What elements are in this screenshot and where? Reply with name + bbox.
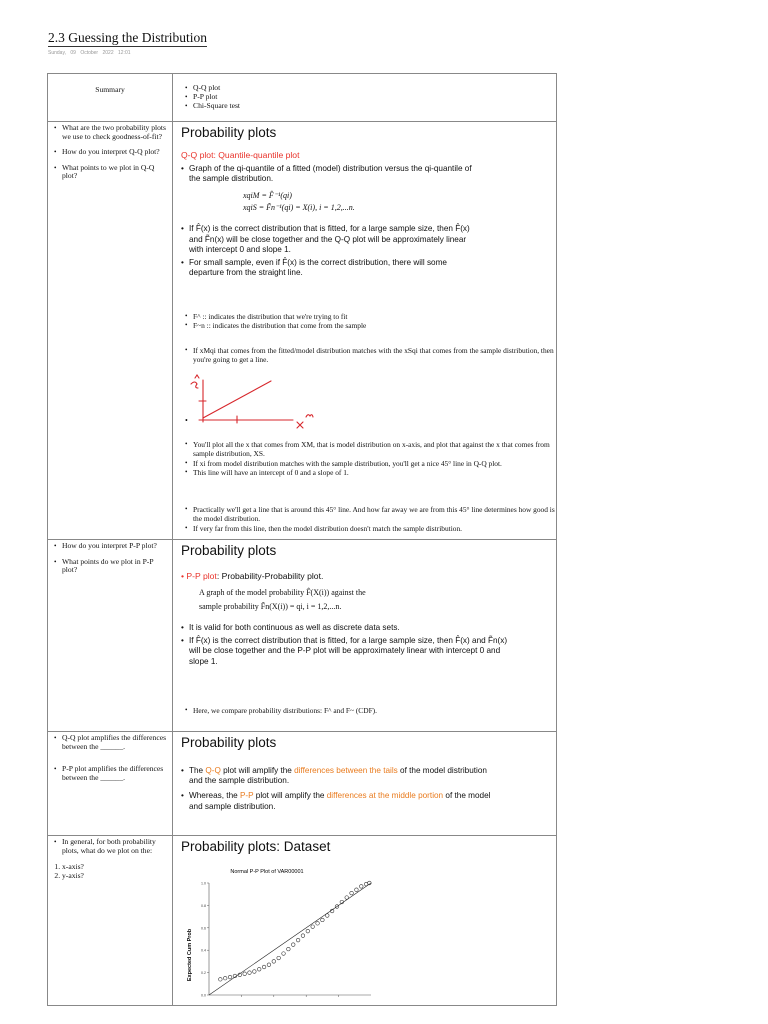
data-point — [296, 938, 300, 942]
bullet-dot: • — [185, 416, 188, 425]
data-point — [311, 925, 315, 929]
y-tick-label: 0.8 — [201, 903, 206, 908]
note-item: • F^ :: indicates the distribution that we're trying to fit — [185, 312, 555, 321]
data-point — [359, 885, 363, 889]
y-tick-label: 1.0 — [201, 881, 206, 886]
list-item: • Q-Q plot — [185, 84, 556, 93]
pp-plot-chart — [181, 863, 391, 1003]
question-item: • What points do we plot in P-P plot? — [56, 558, 170, 575]
y-tick-label: 0.4 — [201, 948, 206, 953]
data-point — [219, 978, 223, 982]
amplify-answer — [173, 732, 557, 836]
data-point — [223, 976, 227, 980]
question-item: • What are the two probability plots we use to check goodness-of-fit? — [56, 124, 170, 141]
amplify-questions — [48, 732, 173, 836]
note-item: • F~n :: indicates the distribution that come from the sample — [185, 321, 555, 330]
data-point — [345, 896, 349, 900]
page-title: 2.3 Guessing the Distribution — [48, 30, 207, 45]
question-item: • What points to we plot in Q-Q plot? — [56, 164, 170, 181]
amplify-row — [48, 732, 557, 836]
note-item: • If xi from model distribution matches with the sample distribution, you'll get a nice 45° line in Q-Q plot. — [185, 459, 557, 468]
slide-equation: xqiM = F̂⁻¹(qi) — [243, 191, 292, 201]
question-item: • How do you interpret P-P plot? — [56, 542, 170, 551]
data-point — [277, 956, 281, 960]
slide-title: Probability plots — [181, 735, 277, 750]
data-point — [291, 943, 295, 947]
slide-title: Probability plots — [181, 543, 277, 558]
pp-questions — [48, 540, 173, 732]
chart-title: Normal P-P Plot of VAR00001 — [230, 869, 304, 875]
question-item: • Q-Q plot amplifies the differences between the ______. — [56, 734, 170, 751]
data-point — [306, 929, 310, 933]
note-item: • Here, we compare probability distributions: F^ and F~ (CDF). — [185, 706, 557, 715]
reference-line — [209, 883, 371, 995]
qq-slide-image — [181, 125, 481, 303]
note-item: • If xMqi that comes from the fitted/model distribution matches with the xSqi that comes from the sample distribution, then you're going to get a line. — [185, 346, 555, 365]
qq-questions — [48, 122, 173, 540]
amplify-slide-image — [181, 735, 501, 823]
dataset-slide-image — [181, 839, 391, 1004]
slide-subtitle: • P-P plot: Probability-Probability plot. — [181, 571, 324, 581]
data-point — [287, 947, 291, 951]
note-item: • If very far from this line, then the model distribution doesn't match the sample distribution. — [185, 524, 557, 533]
question-item: • P-P plot amplifies the differences between the ______. — [56, 765, 170, 782]
data-point — [282, 952, 286, 956]
data-point — [267, 963, 271, 967]
y-tick-label: 0.2 — [201, 971, 206, 976]
data-point — [272, 960, 276, 964]
pp-answer — [173, 540, 557, 732]
data-point — [316, 922, 320, 926]
question-item: • How do you interpret Q-Q plot? — [56, 148, 170, 157]
list-item: 2. y-axis? — [62, 871, 172, 880]
slide-equation: xqiS = F̃n⁻¹(qi) = X(i), i = 1,2,...n. — [243, 203, 355, 213]
summary-answers — [173, 74, 557, 122]
slide-bullet: • If F̂(x) is the correct distribution that is fitted, for a large sample size, then F̂(x) and F̃n(x) will be close together and the P-P plot will be approximately linear with intercept 0 and slope 1. — [181, 636, 511, 667]
dataset-answer — [173, 836, 557, 1006]
data-point — [253, 970, 257, 974]
slide-equation: sample probability F̃n(X(i)) = qi, i = 1,2,...n. — [199, 602, 342, 611]
dataset-questions — [48, 836, 173, 1006]
data-point — [325, 914, 329, 918]
qq-answer — [173, 122, 557, 540]
slide-title: Probability plots: Dataset — [181, 839, 331, 854]
question-item: • In general, for both probability plots, what do we plot on the: — [56, 838, 170, 855]
slide-bullet: • The Q-Q plot will amplify the differences between the tails of the model distribution and the sample distribution. — [181, 766, 501, 786]
slide-title: Probability plots — [181, 125, 277, 140]
slide-equation: A graph of the model probability F̂(X(i)) against the — [199, 588, 366, 597]
note-item: • This line will have an intercept of 0 and a slope of 1. — [185, 468, 557, 477]
slide-bullet: • Graph of the qi-quantile of a fitted (model) distribution versus the qi-quantile of the sample distribution. — [181, 164, 481, 184]
summary-row — [48, 74, 557, 122]
data-point — [248, 971, 252, 975]
y-tick-label: 0.6 — [201, 926, 206, 931]
cornell-notes-table — [47, 73, 557, 1006]
qq-row — [48, 122, 557, 540]
list-item: • P-P plot — [185, 93, 556, 102]
dataset-row — [48, 836, 557, 1006]
list-item: 1. x-axis? — [62, 862, 172, 871]
data-point — [228, 975, 232, 979]
data-point — [301, 934, 305, 938]
note-item: • You'll plot all the x that comes from XM, that is model distribution on x-axis, and plot that against the x that comes from sample distribution, XS. — [185, 440, 557, 459]
slide-bullet: • If F̂(x) is the correct distribution that is fitted, for a large sample size, then F̂(x) and F̃n(x) will be close together and the Q-Q plot will be approximately linear with intercept 0 and slope 1. — [181, 224, 481, 255]
page-date: Sunday, 09 October 2022 12:01 — [48, 50, 131, 56]
handwritten-sketch — [173, 372, 323, 432]
data-point — [350, 891, 354, 895]
data-point — [257, 967, 261, 971]
summary-label: Summary — [48, 74, 173, 122]
data-point — [355, 888, 359, 892]
slide-bullet: • Whereas, the P-P plot will amplify the differences at the middle portion of the model and sample distribution. — [181, 791, 501, 811]
pp-row — [48, 540, 557, 732]
data-point — [262, 965, 266, 969]
pp-slide-image — [181, 543, 511, 693]
y-tick-label: 0.0 — [201, 993, 206, 998]
note-item: • Practically we'll get a line that is around this 45° line. And how far away we are from this 45° line determines how good is the model distribution. — [185, 505, 557, 524]
data-point — [321, 918, 325, 922]
data-point — [243, 972, 247, 976]
slide-bullet: • It is valid for both continuous as well as discrete data sets. — [181, 623, 511, 633]
list-item: • Chi-Square test — [185, 102, 556, 111]
slide-bullet: • For small sample, even if F̂(x) is the correct distribution, there will some departure from the straight line. — [181, 258, 481, 278]
y-axis-label: Expected Cum Prob — [187, 928, 193, 982]
slide-subtitle: Q-Q plot: Quantile-quantile plot — [181, 150, 300, 160]
